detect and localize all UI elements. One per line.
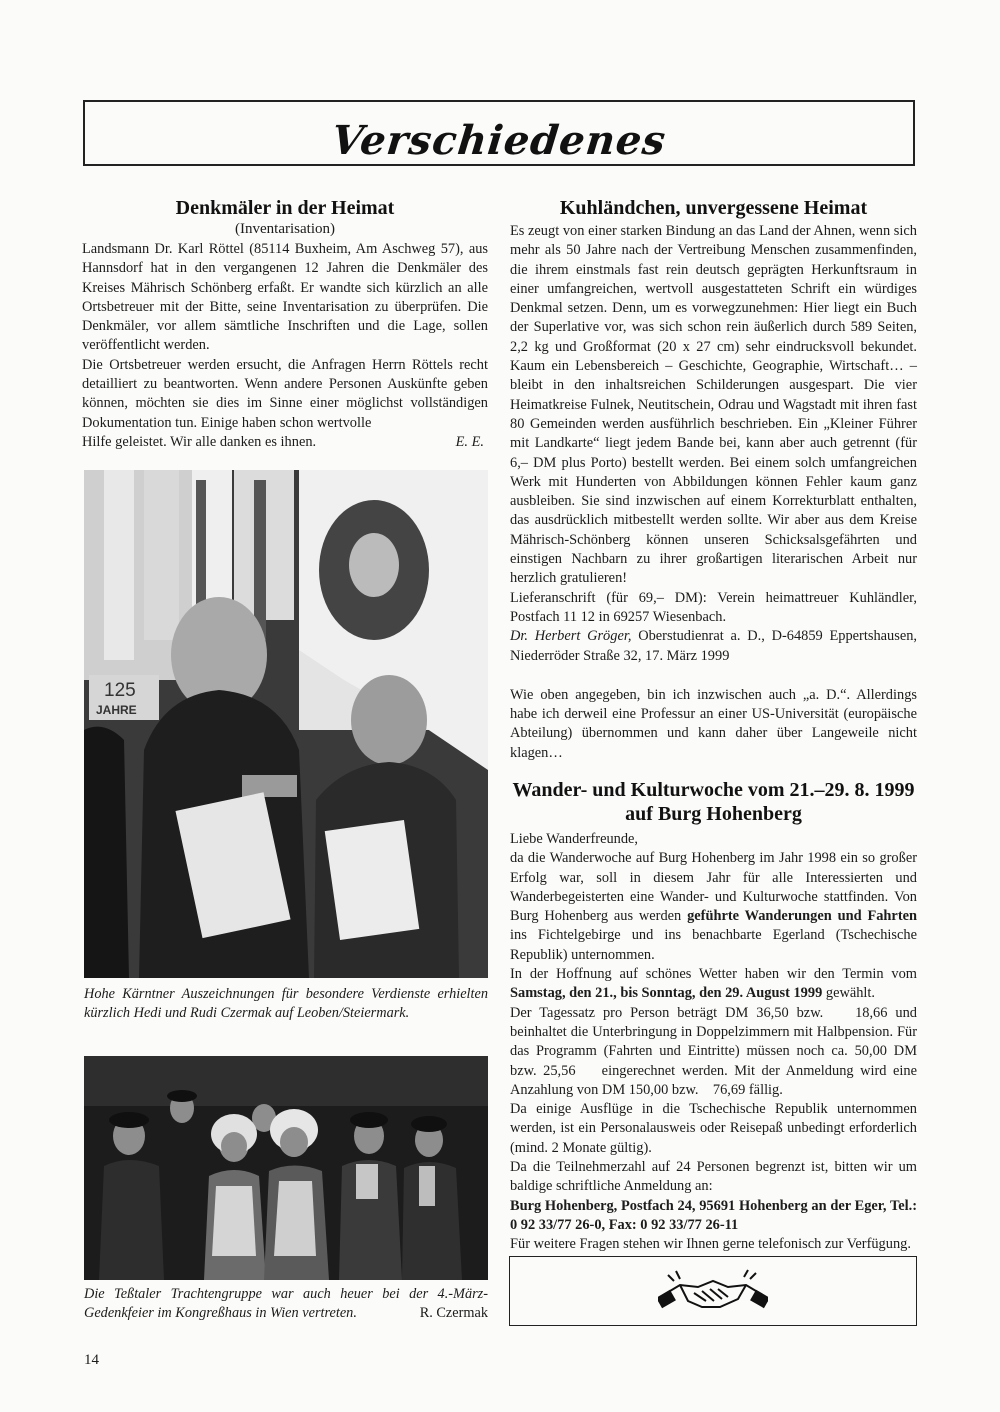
- article-paragraph: Da die Teilnehmerzahl auf 24 Personen begrenzt ist, bitten wir um baldige schriftliche Anmeldung an:: [510, 1159, 917, 1195]
- article-paragraph: [510, 849, 917, 965]
- greeting: Liebe Wanderfreunde,: [510, 831, 639, 847]
- article-title: Wander- und Kulturwoche vom 21.–29. 8. 1999: [512, 779, 915, 801]
- author-line: [510, 627, 917, 666]
- article-paragraph: [510, 965, 917, 1004]
- article-wanderwoche: [510, 778, 921, 1255]
- highlight-date: Samstag, den 21., bis Sonntag, den 29. August 1999: [510, 985, 823, 1002]
- section-title: Verschiedenes: [329, 116, 669, 164]
- photo-credit: R. Czermak: [419, 1305, 488, 1321]
- article-title: Kuhländchen, unvergessene Heimat: [559, 197, 868, 219]
- flag-word: JAHRE: [96, 703, 137, 717]
- text-span: ins Fichtelgebirge und ins benachbarte Egerland (Tschechische Republik) unternommen.: [510, 927, 917, 963]
- article-paragraph: Wie oben angegeben, bin ich inzwischen auch „a. D.“. Allerdings habe ich derweil eine Professur an einer US-Universität (europäische Abteilung) übernommen und kann daher über Langeweile nicht klagen…: [510, 686, 917, 761]
- article-paragraph: Für weitere Fragen stehen wir Ihnen gerne telefonisch zur Verfügung.: [510, 1236, 911, 1253]
- photo-image: [84, 1056, 488, 1280]
- caption-text: Die Teßtaler Trachtengruppe war auch heuer bei der 4.-März-Gedenkfeier im Kongreßhaus in Wien vertreten.: [84, 1286, 488, 1321]
- article-kuhlaendchen: [510, 196, 917, 763]
- article-paragraph: Der Tagessatz pro Person beträgt DM 36,50 bzw. 18,66 und beinhaltet die Unterbringung in Doppelzimmern mit Halbpension. Für das Programm (Fahrten und Eintritte) müssen noch ca. 50,00 DM bzw. 25,56 eingerechnet werden. Mit der Anmeldung wird eine Anzahlung von DM 150,00 bzw. 76,69 fällig.: [510, 1004, 921, 1098]
- text-span: In der Hoffnung auf schönes Wetter haben wir den Termin vom: [510, 966, 917, 983]
- photo-caption: [84, 1285, 488, 1323]
- article-paragraph: Da einige Ausflüge in die Tschechische Republik unternommen werden, ist ein Personalausweis oder Reisepaß unbedingt erforderlich (mind. 2 Monate gültig).: [510, 1101, 917, 1156]
- article-paragraph: Landsmann Dr. Karl Röttel (85114 Buxheim, Am Aschweg 57), aus Hannsdorf hat in den vergangenen 12 Jahren die Denkmäler des Kreises Mährisch Schönberg erfaßt. Er wandte sich kürzlich an alle Ortsbetreuer mit der Bitte, seine Inventarisation zu überprüfen. Die Denkmäler, vor allem sämtliche Inschriften und die Lage, sollen veröffentlicht werden.: [82, 241, 488, 354]
- author-name: Dr. Herbert Gröger,: [510, 628, 632, 645]
- article-title-line2: auf Burg Hohenberg: [625, 803, 802, 825]
- signature: E. E.: [455, 433, 484, 450]
- author-details: Oberstudienrat a. D., D-64859 Eppertshausen, Niederröder Straße 32, 17. März 1999: [510, 628, 917, 664]
- article-paragraph: Es zeugt von einer starken Bindung an das Land der Ahnen, wenn sich mehr als 50 Jahre nach der Vertreibung Menschen zusammenfinden, die ihrem einstmals fast rein deutsch geprägten Herkunftsraum in einer umfangreichen, wertvoll ausgestatteten Schrift ein würdiges Denkmal setzen. Denn, um es vorwegzunehmen: Hier liegt ein Buch der Superlative vor, was sich schon rein äußerlich durch 589 Seiten, 2,2 kg und Großformat (20 x 27 cm) sehr eindrucksvoll bekundet. Kaum ein Lebensbereich – Geschichte, Geographie, Wirtschaft… – bleibt in den inhaltsreichen Schilderungen ausgespart. Die vier Heimatkreise Fulnek, Neutitschein, Odrau und Wagstadt mit ihren fast 80 Gemeinden werden ausführlich beschrieben. Ein „Kleiner Führer mit Landkarte“ liegt jedem Bande bei, kann aber auch getrennt (für 6,– DM plus Porto) bestellt werden. Bei einem solch umfangreichen Werk mit Hunderten von Abbildungen können Fehler kaum ganz ausbleiben. Sie sind inzwischen auf einem Korrekturblatt enthalten, das ausdrücklich mitbestellt werden sollte. Wir aber aus dem Kreise Mährisch-Schönberg können unseren Schicksalsgefährten und einstigen Nachbarn zu ihrer großartigen literarischen Arbeit nur herzlich gratulieren!: [510, 223, 917, 587]
- page-number: 14: [84, 1352, 99, 1368]
- contact-address: Burg Hohenberg, Postfach 24, 95691 Hohenberg an der Eger, Tel.: 0 92 33/77 26-0, Fax: 0 92 33/77 26-11: [510, 1197, 917, 1233]
- photo-traditional-costume-group: [84, 1056, 488, 1280]
- photo-award-ceremony: [84, 470, 488, 978]
- article-title: Denkmäler in der Heimat: [175, 197, 395, 219]
- handshake-logo-box: [509, 1256, 917, 1326]
- order-address: Lieferanschrift (für 69,– DM): Verein heimattreuer Kuhländler, Postfach 11 12 in 69257 Wiesenbach.: [510, 589, 917, 625]
- highlight-text: geführte Wanderungen und Fahrten: [687, 908, 918, 925]
- article-last-line: [82, 433, 488, 452]
- text-span: gewählt.: [822, 985, 876, 1002]
- flag-number: 125: [104, 680, 136, 701]
- article-denkmaeler: [82, 196, 488, 452]
- photo-image: [84, 470, 488, 978]
- text-span: da die Wanderwoche auf Burg Hohenberg im Jahr 1998 ein so großer Erfolg war, soll in diesem Jahr für alle Interessierten und Wanderbegeisterten eine Wander- und Kulturwoche stattfinden. Von Burg Hohenberg aus werden: [510, 850, 917, 925]
- article-text: Hilfe geleistet. Wir alle danken es ihnen.: [82, 433, 317, 450]
- handshake-icon: [658, 1267, 768, 1315]
- section-banner: [83, 100, 915, 166]
- photo-caption: Hohe Kärntner Auszeichnungen für besondere Verdienste erhielten kürzlich Hedi und Rudi Czermak auf Leoben/Steiermark.: [84, 986, 488, 1021]
- article-subtitle: (Inventarisation): [235, 221, 335, 237]
- article-paragraph: Die Ortsbetreuer werden ersucht, die Anfragen Herrn Röttels recht detailliert zu beantworten. Wenn andere Personen Auskünfte geben können, möchten sie dies im Sinne einer möglichst vollständigen Dokumentation tun. Einige haben schon wertvolle: [82, 356, 488, 431]
